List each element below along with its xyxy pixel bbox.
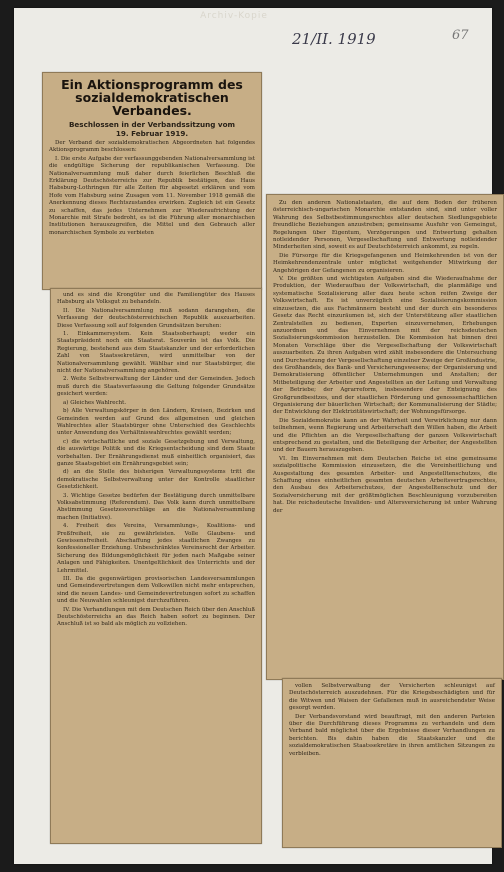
article-subhead <box>49 120 255 138</box>
clipping-2 <box>50 288 262 844</box>
paragraph: d) an die Stelle des bisherigen Verwaltungssystems tritt die demokratische Selbstverwaltung unter der Kontrolle staatlicher Gesetzlichkeit. <box>57 469 255 491</box>
paragraph: a) Gleiches Wahlrecht. <box>63 399 127 406</box>
paragraph: Zu den anderen Nationalstaaten, die auf dem Boden der früheren österreichisch-ungarischen Monarchie entstanden sind, sind unter voller Wahrung des Selbstbestimmungsrechtes aller deutschen Siedlungsgebiete freundliche Beziehungen anzustreben; gemeinsame Ausfuhr von Gemeingut, Regelungen über Eigentum, Verzögerungen und Entwertung gehalten notleidender Personen, Vergesellschaftung und Entwertung notleidender Minderheiten sind, soweit es auf Deutschösterreich ankommt, zu regeln. <box>273 200 497 251</box>
paragraph: 2. Weite Selbstverwaltung der Länder und der Gemeinden. Jedoch muß durch die Staatsverfassung die Geltung folgender Grundsätze gesichert werden: <box>57 376 255 398</box>
paragraph: c) die wirtschaftliche und soziale Gesetzgebung und Verwaltung, die auswärtige Politik und die Kriegsentscheidung sind dem Staate vorbehalten. Der Ernährungsdienst muß einheitlich organisiert, das ganze Staatsgebiet ein Ernährungsgebiet sein; <box>57 438 255 467</box>
paragraph: VI. Im Einvernehmen mit dem Deutschen Reiche ist eine gemeinsame sozialpolitische Kommission einzusetzen, die die Vereinheitlichung und Ausgestaltung des gesamten Arbeiter- und Angestelltenschutzes, die Schaffung eines einheitlichen gesamten deutschen Arbeitsvertragsrechtes, den Ausbau des Arbeiterschutzes, der Angestelltenschutz und der Sozialversicherung mit der größtmöglichen Beschleunigung vorzubereiten hat. Die reichsdeutsche Invaliden- und Altersversicherung ist unter Wahrung der <box>273 455 497 514</box>
clipping-1 <box>42 72 262 290</box>
paragraph: 4. Freiheit des Vereins, Versammlungs-, Koalitions- und Preßfreiheit, sie zu gewährleisten. Volle Glaubens- und Gewissensfreiheit. Abschaffung jedes staatlichen Zwanges zu konfessioneller Erziehung. Unbeschränktes Vereinsrecht der Arbeiter. Sicherung des Bildungsmöglichkeit für jeden nach Maßgabe seiner Anlagen und Fähigkeiten. Unentgeltlichkeit des Unterrichts und der Lehrmittel. <box>57 523 255 574</box>
paragraph: b) Alle Verwaltungskörper in den Ländern, Kreisen, Bezirken und Gemeinden werden auf Grund des allgemeinen und gleichen Wahlrechtes aller Staatsbürger ohne Unterschied des Geschlechts unter Anwendung des Verhältniswahlrechtes gewählt werden; <box>57 408 255 437</box>
column-4-text <box>289 683 495 758</box>
subhead-line-2: 19. Februar 1919. <box>115 129 189 138</box>
handwritten-date: 21/II. 1919 <box>292 30 376 48</box>
paragraph: I. Die erste Aufgabe der verfassunggebenden Nationalversammlung ist die endgültige Sicherung der republikanischen Verfassung. Die Nationalversammlung muß daher durch feierlichen Beschluß die Erklärung Deutschösterreichs zur Republik bestätigen, das Haus Habsburg-Lothringen für alle Zeiten für abgesetzt erklären und vom Hofe vom Habsburg seine Zusagen vom 11. November 1918 gemäß die Anerkennung dieses Rechtszustandes erwirken. Zugleich ist ein Gesetz zu schaffen, das jedes Unternehmen zur Wiederaufrichtung der Monarchie mit Strafe bedroht, es ist die Führung aller monarchischen Institutionen herauszugreifen, die Mittel und den Gebrauch aller monarchischen Symbole zu verbieten <box>49 155 255 236</box>
paragraph: vollen Selbstverwaltung der Versicherten schleunigst auf Deutschösterreich auszudehnen. Für die Kriegsbeschädigten und für die Witwen und Waisen der Gefallenen muß in ausreichendster Weise gesorgt werden. <box>289 683 495 712</box>
clipping-4 <box>282 678 502 848</box>
archive-stamp: Archiv-Kopie <box>200 11 268 21</box>
handwritten-page-number: 67 <box>452 28 469 43</box>
paragraph: V. Die größten und wichtigsten Aufgaben sind die Wiederaufnahme der Produktion, der Wiederaufbau der Volkswirtschaft, die planmäßige und systematische Sozialisierung aller dazu heute schon reifen Zweige der Volkswirtschaft. Es ist unverzüglich eine Sozialisierungskommission einzusetzen, die aus Fachmännern besteht und der durch ein besonderes Gesetz das Recht einzuräumen ist, sich der Unterstützung aller staatlichen Zentralstellen zu bedienen, Experten einzuvernehmen, Erhebungen anzuordnen und das Einvernehmen mit der reichsdeutschen Sozialisierungskommission herzustellen. Die Kommission hat binnen drei Monaten Vorschläge über die Vergesellschaftung der Volkswirtschaft auszuarbeiten. Zu ihren Aufgaben wird zählt insbesondere die Untersuchung und Durchsetzung der Vergesellschaftung einzelner Zweige der Großindustrie, des Großhandels, des Bank- und Versicherungswesens; der Organisierung und Demokratisierung öffentlicher Unternehmungen und Anstalten; der Mitbeteiligung der Arbeiter und Angestellten an der Leitung und Verwaltung der Betriebe; der Agrarreform, insbesondere der Enteignung des Großgrundbesitzes, und der staatlichen Förderung und genossenschaftlichen Organisierung der bäuerlichen Wirtschaft; der Kommunalisierung der Städte; der Entwicklung der Elektrizitätswirtschaft; der Wohnungsfürsorge. <box>273 276 497 416</box>
column-1-text <box>49 140 255 237</box>
paragraph: III. Da die gegenwärtigen provisorischen Landesversammlungen und Gemeindevertretungen dem Volkswillen nicht mehr entsprechen, sind die neuen Landes- und Gemeindevertretungen sofort zu schaffen und die Neuwahlen schleunigst durchzuführen. <box>57 576 255 605</box>
subhead-line-1: Beschlossen in der Verbandssitzung vom <box>68 120 236 129</box>
paragraph: Der Verbandsvorstand wird beauftragt, mit den anderen Parteien über die Durchführung dieses Programms zu verhandeln und dem Verband bald möglichst über die Ergebnisse dieser Verhandlungen zu berichten. Bis dahin haben die Staatskanzler und die sozialdemokratischen Staatssekretäre in ihren amtlichen Sitzungen zu verbleiben. <box>289 713 495 757</box>
paragraph: Die Fürsorge für die Kriegsgefangenen und Heimkehrenden ist von der Heimkehrendenzentrale unter möglichst weitgehender Mitwirkung der Angehörigen der Gefangenen zu organisieren. <box>273 252 497 274</box>
paragraph: und es sind die Krongüter und die Familiengüter des Hauses Habsburg als Volksgut zu behandeln. <box>57 292 255 306</box>
paragraph: II. Die Nationalversammlung muß sodann darangehen, die Verfassung der deutschösterreichischen Republik auszuarbeiten. Diese Verfassung soll auf folgenden Grundsätzen beruhen: <box>57 307 255 329</box>
column-2-text <box>57 292 255 629</box>
clipping-3 <box>266 194 504 680</box>
paragraph: 3. Wichtige Gesetze bedürfen der Bestätigung durch unmittelbare Volksabstimmung (Referendum). Das Volk kann durch unmittelbare Abstimmung Gesetzesvorschläge an die Nationalversammlung machen (Initiative). <box>57 492 255 521</box>
paragraph: IV. Die Verhandlungen mit dem Deutschen Reich über den Anschluß Deutschösterreichs an das Reich haben sofort zu beginnen. Der Anschluß ist so bald als möglich zu vollziehen. <box>57 606 255 628</box>
column-3-text <box>273 200 497 515</box>
paragraph: Die Sozialdemokratie kann an der Wahrheit und Verwirklichung nur dann teilnehmen, wenn Regierung und Arbeiterschaft den Willen haben, die Arbeit und die Pflichten an die Vergesellschaftung der ganzen Volkswirtschaft entsprechend zu gestalten, und die Beteiligung der Arbeiter, der Angestellten und der Bauern herauszugeben. <box>273 417 497 454</box>
paragraph: Der Verband der sozialdemokratischen Abgeordneten hat folgendes Aktionsprogramm beschlossen: <box>49 140 255 154</box>
article-headline: Ein Aktionsprogramm des sozialdemokratischen Verbandes. <box>61 77 243 118</box>
paragraph: 1. Einkammersystem. Kein Staatsoberhaupt; weder ein Staatspräsident noch ein Staatsrat. Souverän ist das Volk. Die Regierung, bestehend aus dem Staatskanzler und der erforderlichen Zahl von Staatssekretären, wird unmittelbar von der Nationalversammlung gewählt. Wählbar sind nur Staatsbürger, die nicht der Nationalversammlung angehören. <box>57 331 255 375</box>
